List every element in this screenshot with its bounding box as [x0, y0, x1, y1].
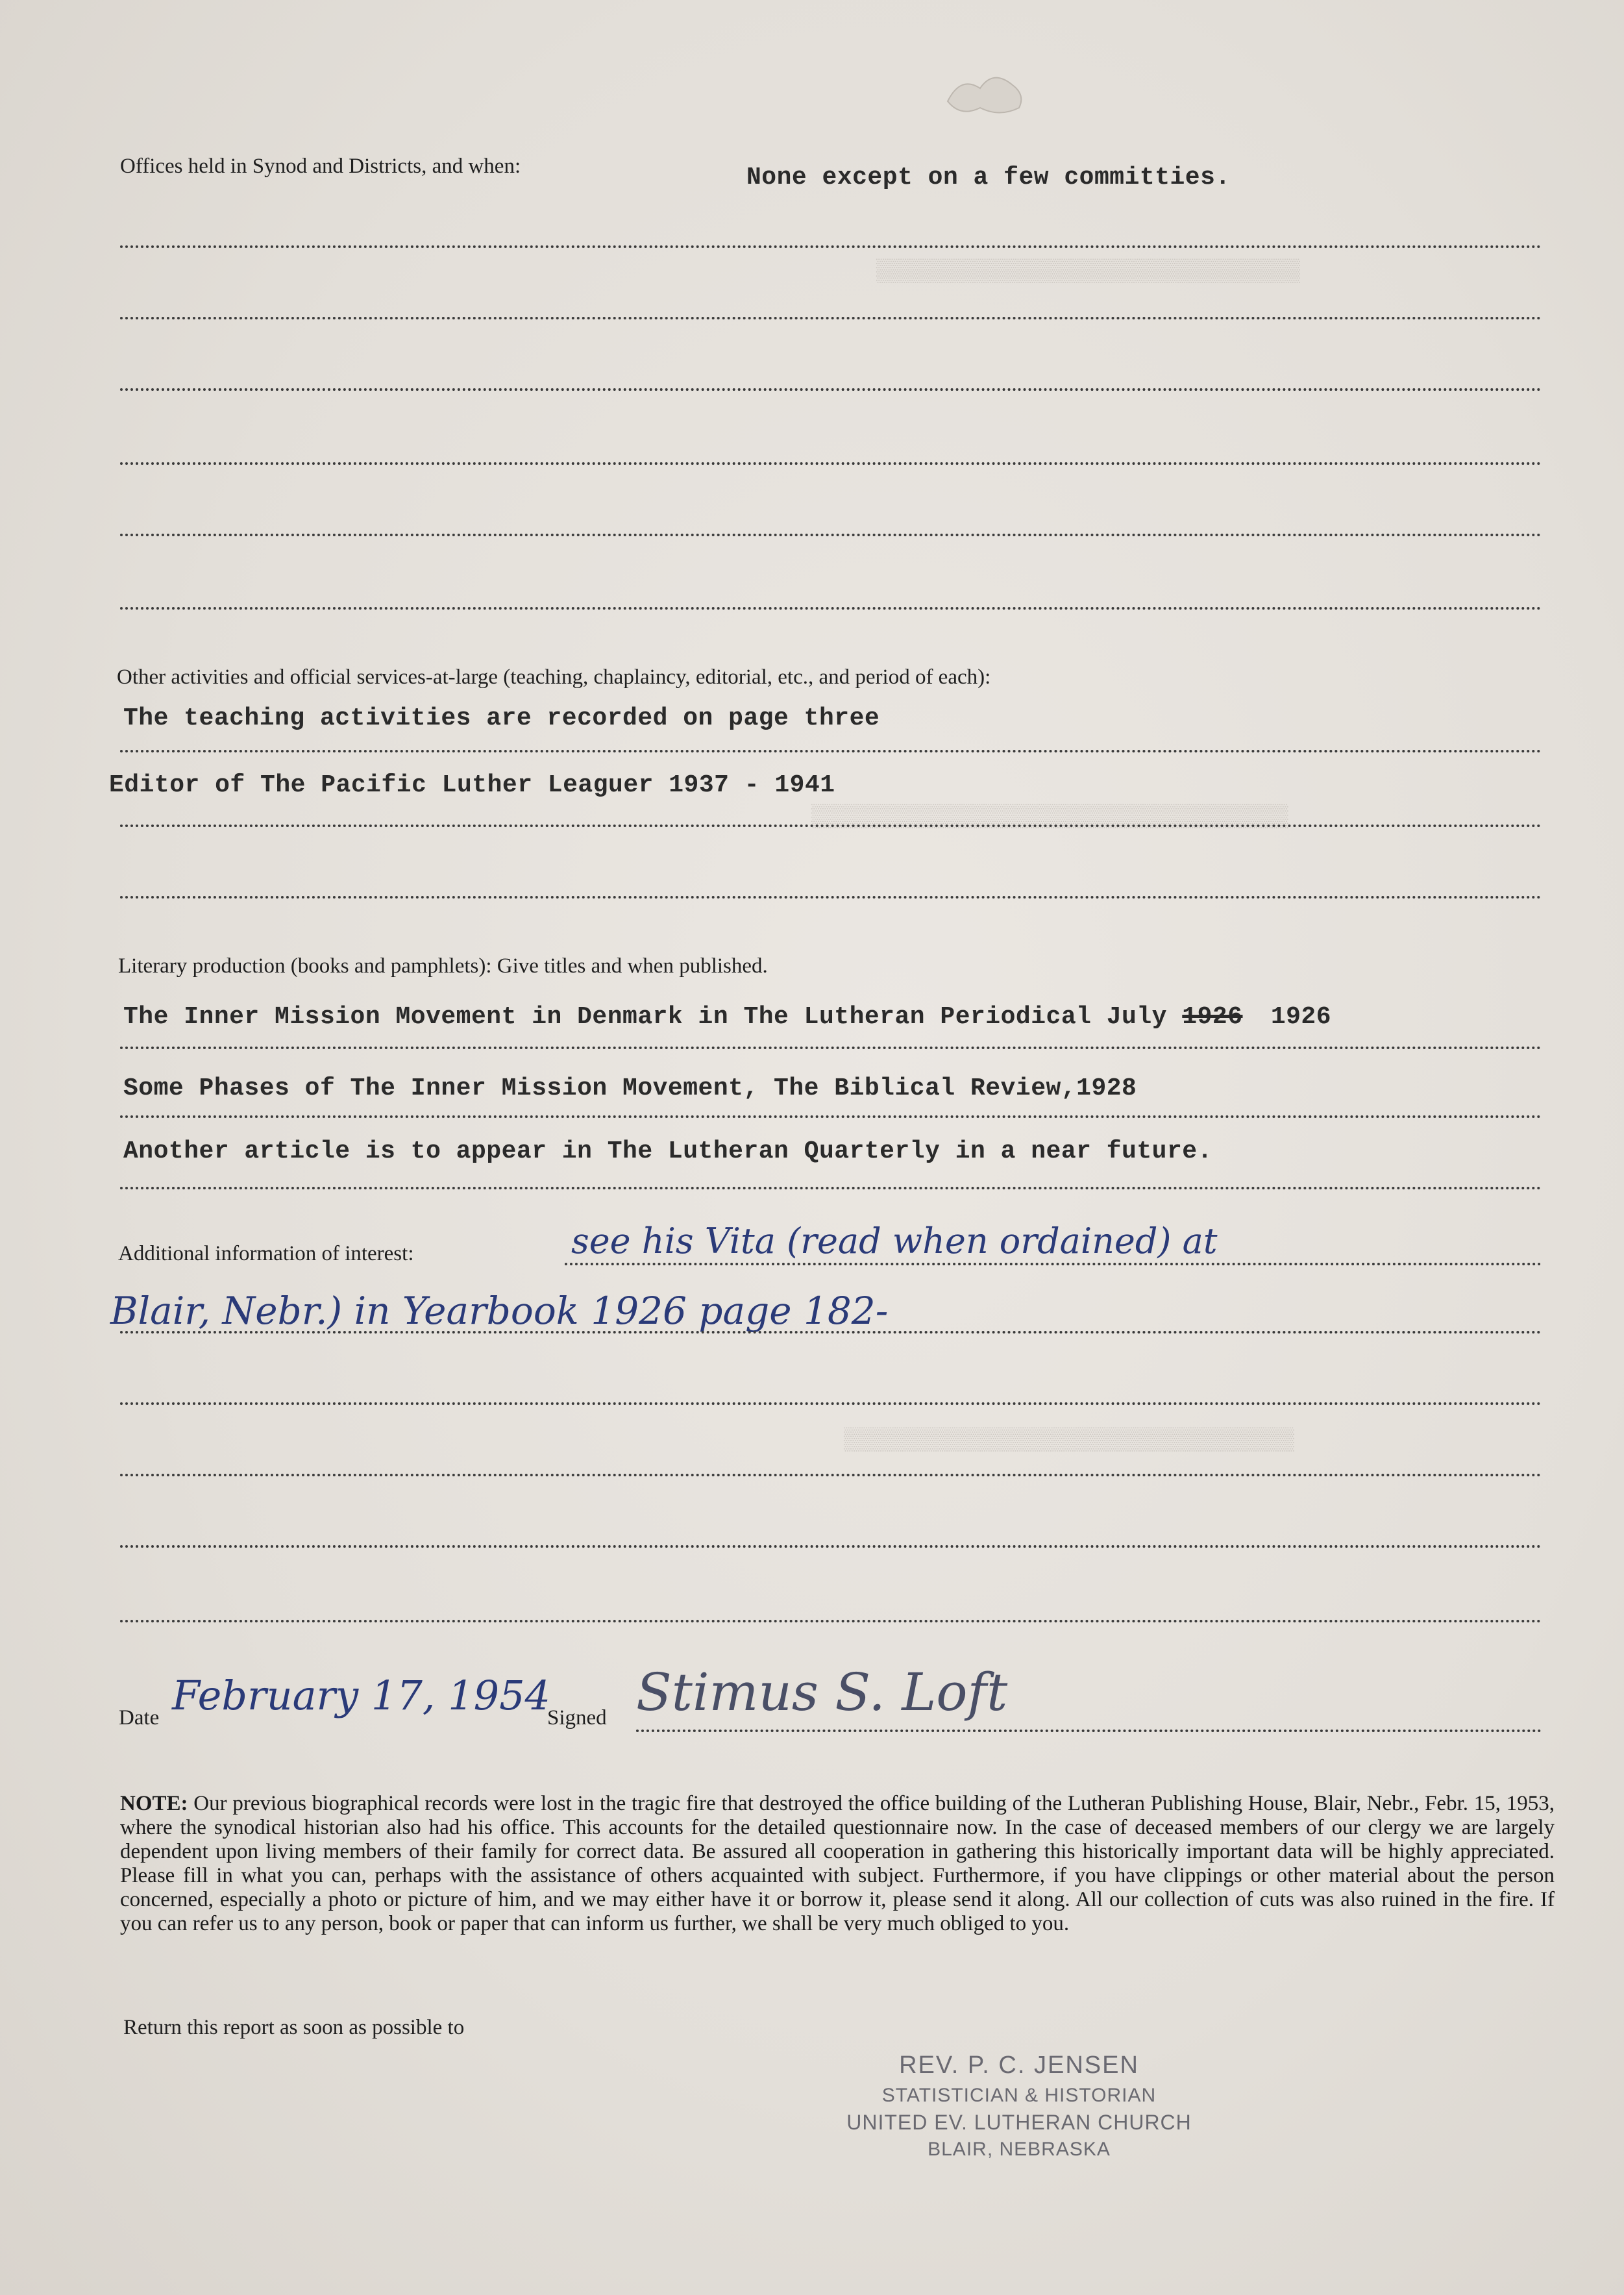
- other-activities-line[interactable]: [120, 750, 1542, 752]
- literary-line3[interactable]: Another article is to appear in The Lutheran Quarterly in a near future.: [123, 1137, 1212, 1165]
- offices-line[interactable]: [120, 607, 1542, 610]
- signature-line[interactable]: [636, 1730, 1542, 1732]
- note-heading: NOTE:: [120, 1792, 188, 1815]
- additional-info-line[interactable]: [120, 1331, 1542, 1334]
- stamp-line-city: BLAIR, NEBRASKA: [928, 2139, 1111, 2160]
- bleed-through-text: ▒▒▒▒▒▒▒▒▒▒▒▒▒▒▒▒▒▒▒▒▒▒▒▒▒▒▒▒▒▒▒▒: [876, 260, 1300, 284]
- bleed-through-text: ▒▒▒▒▒▒▒▒▒▒▒▒▒▒▒▒▒▒▒▒▒▒▒▒▒▒▒▒▒▒▒▒▒▒: [844, 1428, 1294, 1453]
- signature-handwritten[interactable]: Stimus S. Loft: [636, 1662, 1008, 1722]
- literary-line1-struck-year: 1926: [1182, 1003, 1243, 1031]
- other-activities-line[interactable]: [120, 825, 1542, 827]
- paper-tear-mark: [935, 62, 1039, 121]
- literary-label: Literary production (books and pamphlets): Give titles and when published.: [118, 954, 768, 978]
- additional-info-line[interactable]: [120, 1620, 1542, 1622]
- literary-line[interactable]: [120, 1047, 1542, 1049]
- stamp-line-title: STATISTICIAN & HISTORIAN: [881, 2085, 1157, 2106]
- offices-line[interactable]: [120, 534, 1542, 536]
- other-activities-label: Other activities and official services-at-large (teaching, chaplaincy, editorial, etc., and period of each):: [117, 665, 991, 689]
- stamp-line-name: REV. P. C. JENSEN: [899, 2052, 1139, 2079]
- additional-info-label: Additional information of interest:: [118, 1242, 414, 1265]
- literary-line1[interactable]: [123, 1003, 1331, 1031]
- signed-label: Signed: [547, 1706, 607, 1730]
- offices-label: Offices held in Synod and Districts, and when:: [120, 155, 521, 178]
- literary-line1-title: The Inner Mission Movement in Denmark in The Lutheran Periodical July: [123, 1003, 1167, 1031]
- additional-info-line[interactable]: [120, 1474, 1542, 1476]
- offices-line[interactable]: [120, 317, 1542, 319]
- literary-line1-year: 1926: [1270, 1003, 1332, 1031]
- offices-line[interactable]: [120, 245, 1542, 248]
- note-paragraph: [120, 1792, 1555, 1936]
- other-activities-line1[interactable]: The teaching activities are recorded on page three: [123, 704, 880, 732]
- additional-info-line[interactable]: [120, 1402, 1542, 1405]
- literary-line2[interactable]: Some Phases of The Inner Mission Movement, The Biblical Review,1928: [123, 1074, 1137, 1102]
- date-label: Date: [119, 1706, 160, 1730]
- additional-info-line[interactable]: [565, 1263, 1542, 1265]
- offices-answer[interactable]: None except on a few committies.: [746, 164, 1231, 192]
- offices-line[interactable]: [120, 388, 1542, 391]
- additional-info-line[interactable]: [120, 1545, 1542, 1548]
- stamp-line-church: UNITED EV. LUTHERAN CHURCH: [846, 2111, 1192, 2134]
- other-activities-line2[interactable]: Editor of The Pacific Luther Leaguer 1937 - 1941: [109, 771, 835, 799]
- date-handwritten[interactable]: February 17, 1954: [172, 1672, 551, 1719]
- additional-info-handwriting-line2[interactable]: Blair, Nebr.) in Yearbook 1926 page 182-: [110, 1289, 889, 1333]
- additional-info-handwriting-line1[interactable]: see his Vita (read when ordained) at: [571, 1221, 1218, 1261]
- note-text: Our previous biographical records were lost in the tragic fire that destroyed the office building of the Lutheran Publishing House, Blair, Nebr., Febr. 15, 1953, where the synodical historian also had his office. This accounts for the detailed questionnaire now. In the case of deceased members of our clergy we are largely dependent upon living members of their family for correct data. Be assured all cooperation in gathering this historically important data will be highly appreciated. Please fill in what you can, perhaps with the assistance of others acquainted with subject. Furthermore, if you have clippings or other material about the person concerned, especially a photo or picture of him, and we may either have it or borrow it, please send it along. All our collection of cuts was also ruined in the fire. If you can refer us to any person, book or paper that can inform us further, we shall be very much obliged to you.: [120, 1792, 1555, 1935]
- other-activities-line[interactable]: [120, 896, 1542, 899]
- bleed-through-text: ▒▒▒▒▒▒▒▒▒▒▒▒▒▒▒▒▒▒▒▒▒▒▒▒▒▒▒▒▒▒▒▒▒▒▒▒: [811, 805, 1288, 830]
- literary-line[interactable]: [120, 1187, 1542, 1189]
- return-label: Return this report as soon as possible to: [123, 2016, 465, 2039]
- literary-line[interactable]: [120, 1115, 1542, 1118]
- offices-line[interactable]: [120, 462, 1542, 465]
- address-stamp: [831, 2052, 1207, 2161]
